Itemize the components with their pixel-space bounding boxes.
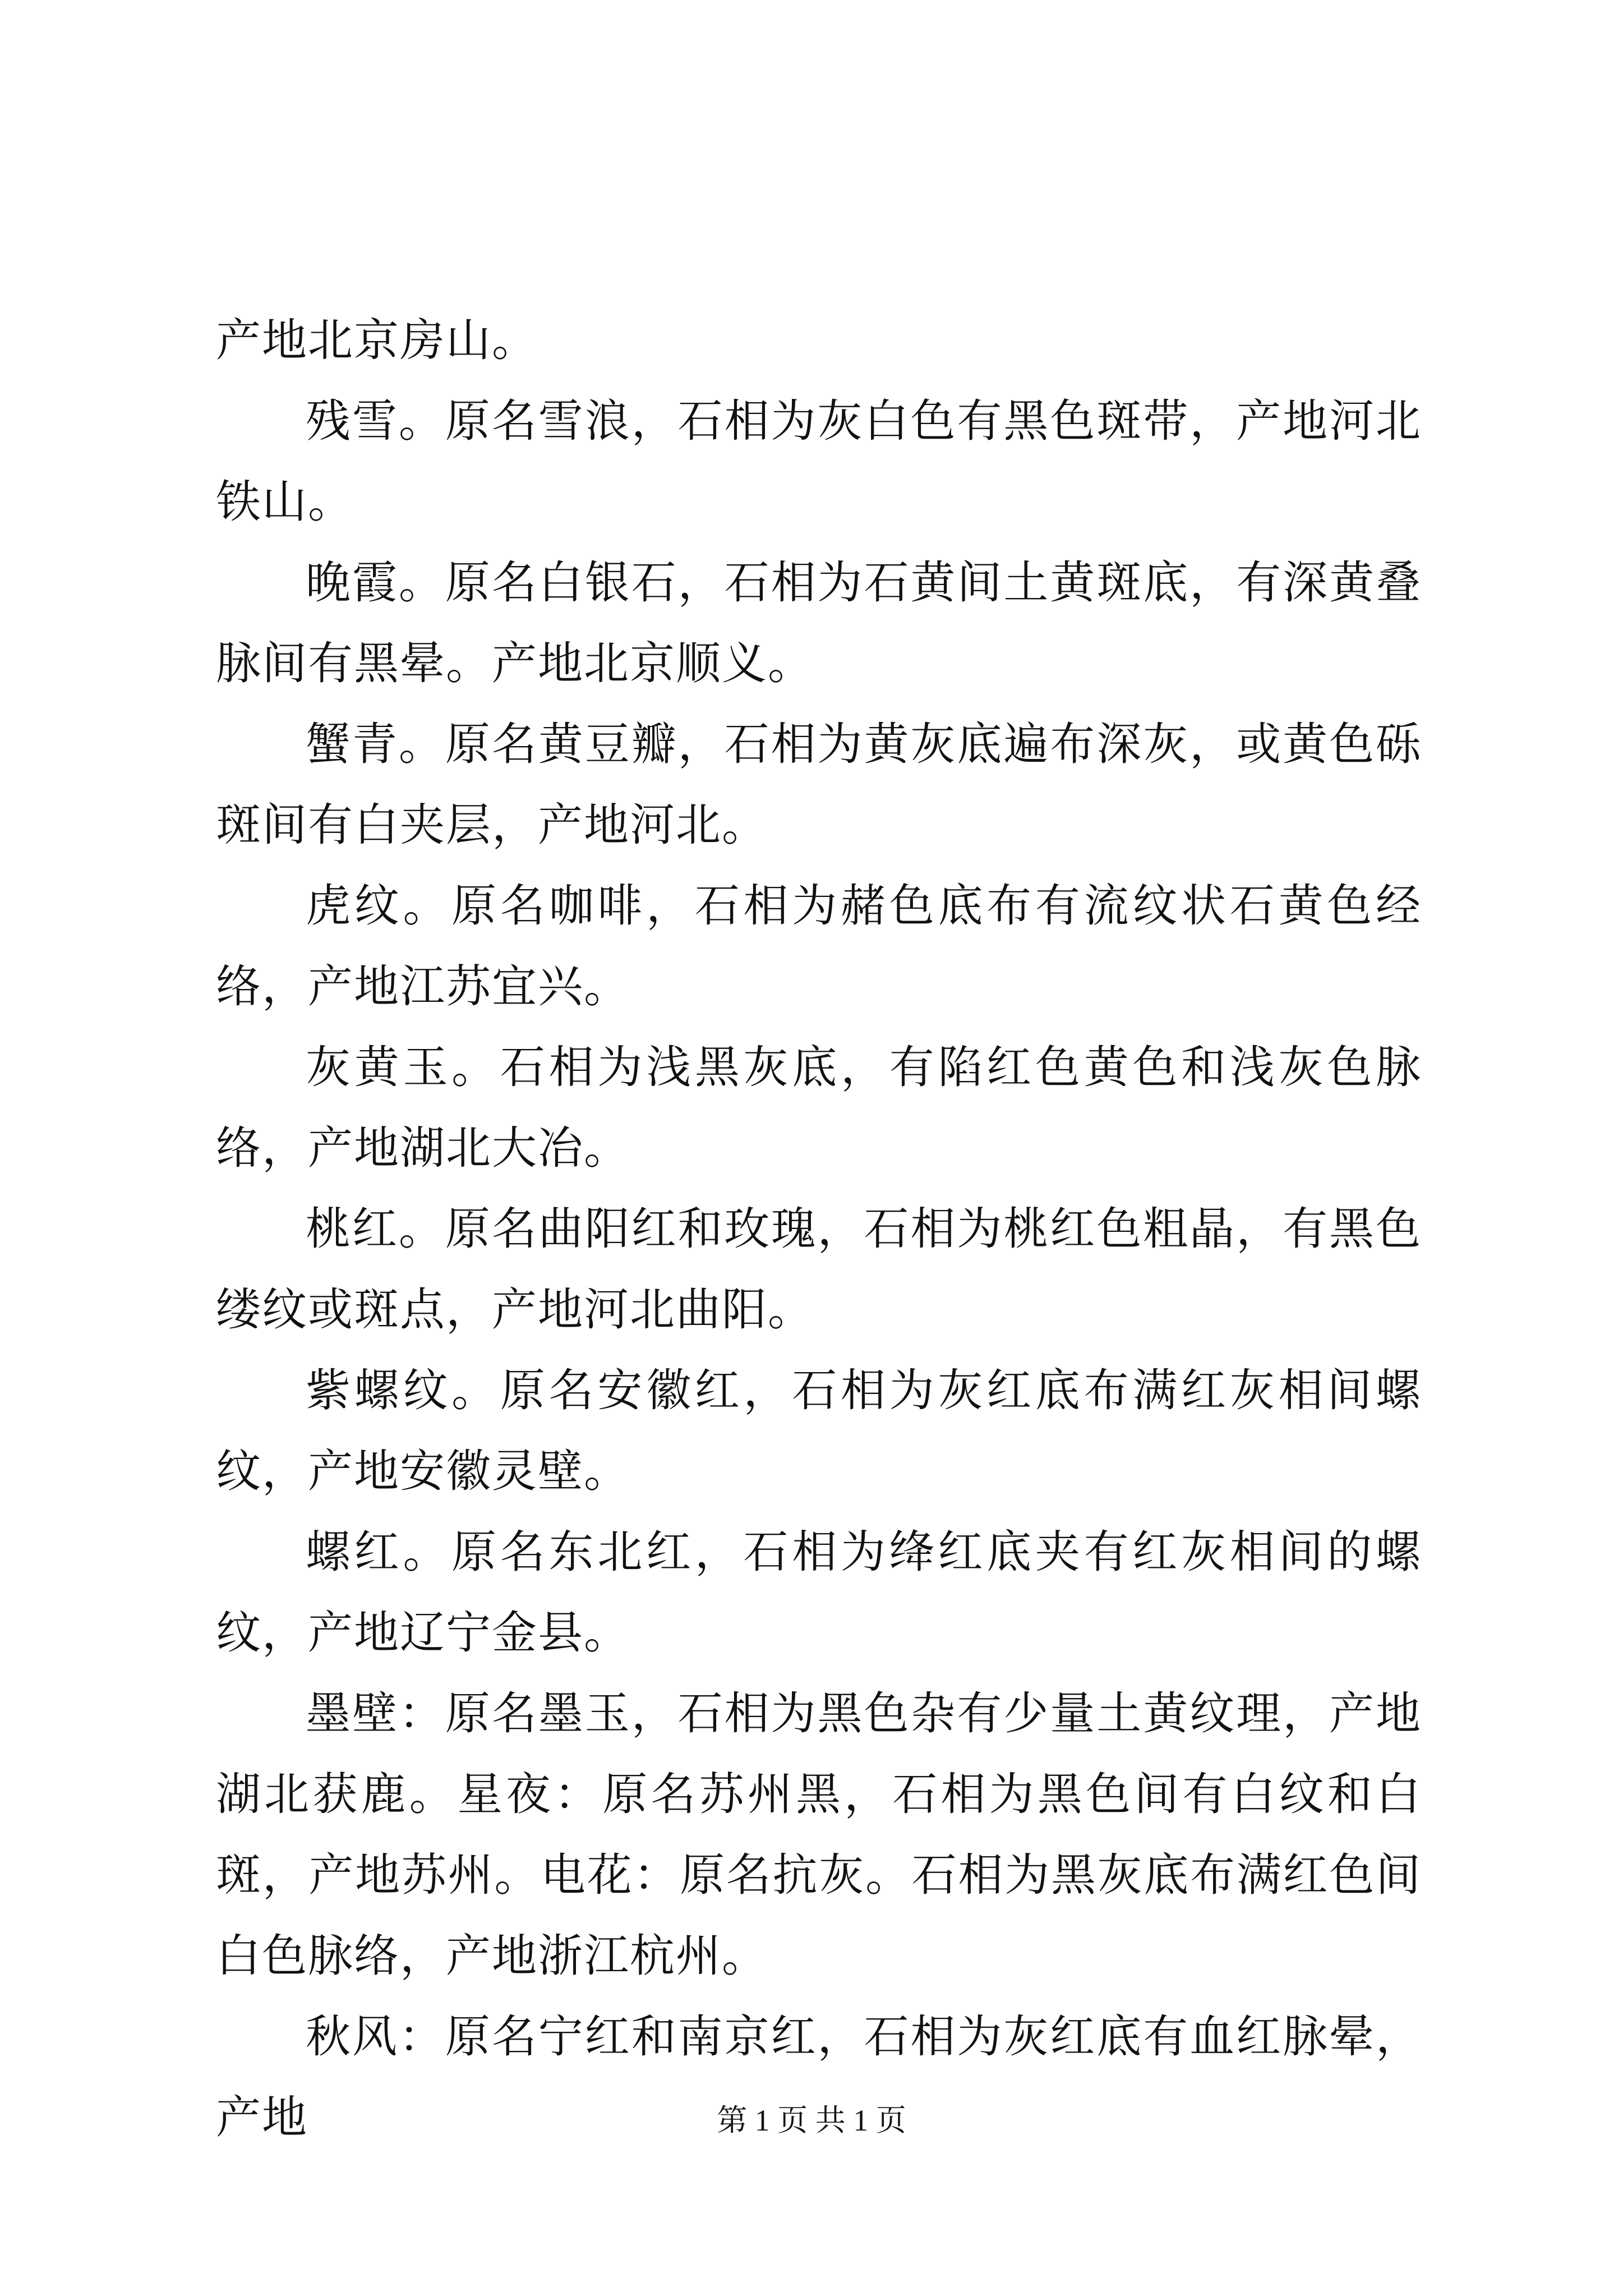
paragraph-4: 蟹青。原名黄豆瓣，石相为黄灰底遍布深灰，或黄色砾斑间有白夹层，产地河北。 [216,718,1422,851]
paragraph-7: 桃红。原名曲阳红和玫瑰，石相为桃红色粗晶，有黑色缕纹或斑点，产地河北曲阳。 [216,1203,1422,1336]
paragraph-3: 晚霞。原名白银石，石相为石黄间土黄斑底，有深黄叠脉间有黑晕。产地北京顺义。 [216,556,1422,689]
paragraph-9: 螺红。原名东北红，石相为绛红底夹有红灰相间的螺纹，产地辽宁金县。 [216,1526,1422,1659]
paragraph-5: 虎纹。原名咖啡，石相为赭色底布有流纹状石黄色经络，产地江苏宜兴。 [216,880,1422,1013]
paragraph-8: 紫螺纹。原名安徽红，石相为灰红底布满红灰相间螺纹，产地安徽灵壁。 [216,1364,1422,1497]
paragraph-1: 产地北京房山。 [216,314,538,366]
paragraph-2: 残雪。原名雪浪，石相为灰白色有黑色斑带，产地河北铁山。 [216,395,1422,528]
document-body [216,300,1422,2158]
paragraph-11: 秋风：原名宁红和南京红，石相为灰红底有血红脉晕，产地 [216,2010,1422,2143]
page-footer: 第 1 页 共 1 页 [717,2104,906,2137]
paragraph-6: 灰黄玉。石相为浅黑灰底，有陷红色黄色和浅灰色脉络，产地湖北大冶。 [216,1041,1422,1174]
paragraph-10: 墨壁：原名墨玉，石相为黑色杂有少量土黄纹理，产地湖北获鹿。星夜：原名苏州黑，石相为黑色间有白纹和白斑，产地苏州。电花：原名抗灰。石相为黑灰底布满红色间白色脉络，产地浙江杭州。 [216,1687,1422,1982]
